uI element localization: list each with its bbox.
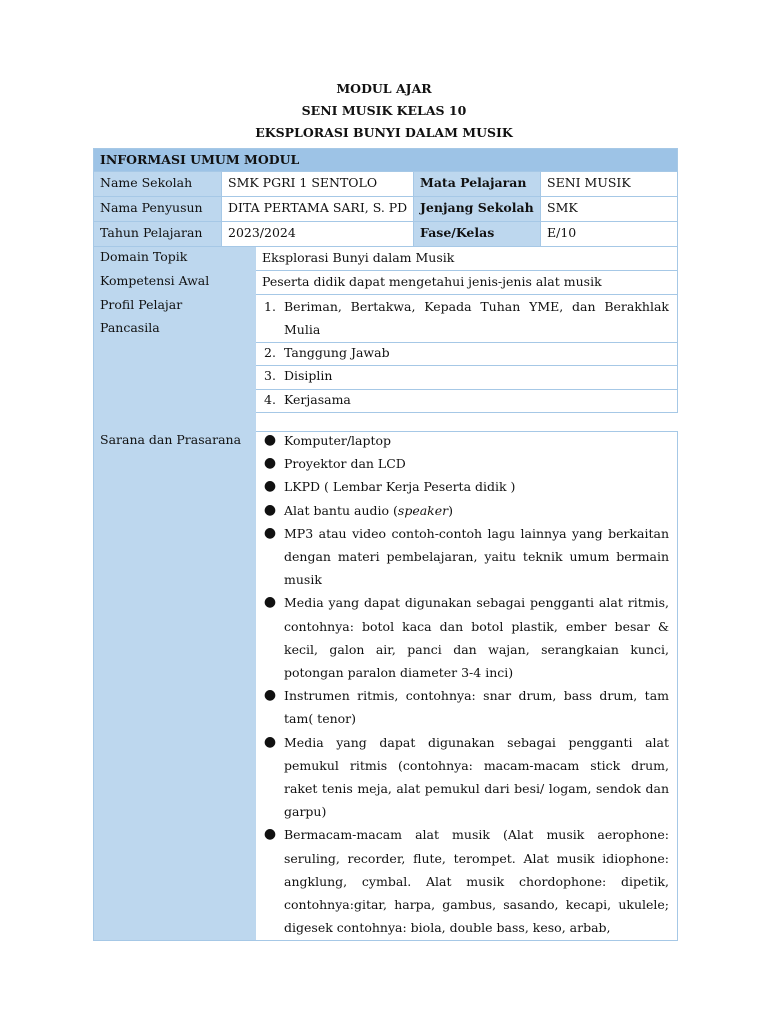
sarana-items [256, 431, 677, 939]
bullet-icon: ● [263, 432, 277, 448]
label-profil-pelajar [100, 293, 182, 339]
sarana-item-text: Alat bantu audio (speaker) [284, 502, 454, 518]
profil-item-2 [256, 341, 677, 364]
bullet-icon: ● [263, 478, 277, 495]
label-sarana-prasarana: Sarana dan Prasarana [100, 432, 242, 447]
sarana-item-text: Media yang dapat digunakan sebagai pengganti alat ritmis, contohnya: botol kaca dan botol plastik, ember besar & kecil, galon air, panci dan wajan, serangkaian kunci, potongan paralon diameter 3-4 inci) [284, 595, 669, 681]
title-line-1: MODUL AJAR [336, 81, 432, 96]
bullet-icon: ● [263, 524, 277, 541]
profil-item-1-num: 1. [264, 299, 276, 314]
profil-item-2-num: 2. [264, 345, 276, 360]
sarana-list [256, 431, 678, 941]
label-tahun-pelajaran: Tahun Pelajaran [93, 222, 222, 247]
sarana-item-text: MP3 atau video contoh-contoh lagu lainnya yang berkaitan dengan materi pembelajaran, yaitu teknik umum bermain musik [284, 525, 669, 588]
sarana-item-text: Proyektor dan LCD [284, 456, 406, 472]
sarana-item-text: LKPD ( Lembar Kerja Peserta didik ) [284, 479, 516, 495]
divider [256, 389, 678, 390]
sarana-item [256, 591, 677, 684]
label-kompetensi-awal: Kompetensi Awal [100, 273, 210, 288]
label-profil-line-2: Pancasila [100, 320, 160, 335]
sarana-item [256, 823, 677, 939]
sarana-item-text: Instrumen ritmis, contohnya: snar drum, bass drum, tam tam( tenor) [284, 688, 669, 727]
value-fase-kelas: E/10 [541, 222, 678, 247]
sarana-item [256, 522, 677, 592]
value-name-sekolah: SMK PGRI 1 SENTOLO [222, 172, 414, 197]
label-jenjang-sekolah: Jenjang Sekolah [414, 197, 541, 222]
bullet-icon: ● [263, 594, 277, 611]
profil-list [256, 295, 678, 413]
profil-item-4-num: 4. [264, 392, 276, 407]
profil-item-4 [256, 388, 677, 411]
table-header: INFORMASI UMUM MODUL [93, 148, 678, 172]
left-column-lower [93, 430, 256, 941]
bullet-icon: ● [263, 687, 277, 704]
sarana-item [256, 452, 677, 475]
profil-item-1 [256, 295, 677, 342]
document-title [0, 78, 768, 144]
bullet-icon: ● [263, 455, 277, 472]
bullet-icon: ● [263, 733, 277, 750]
sarana-item [256, 499, 677, 522]
title-line-2: SENI MUSIK KELAS 10 [301, 103, 467, 118]
sarana-item [256, 431, 677, 452]
value-mata-pelajaran: SENI MUSIK [541, 172, 678, 197]
label-mata-pelajaran: Mata Pelajaran [414, 172, 541, 197]
profil-item-2-text: Tanggung Jawab [284, 345, 390, 360]
sarana-item [256, 684, 677, 730]
bullet-icon: ● [263, 826, 277, 843]
sarana-item [256, 475, 677, 498]
value-kompetensi-awal: Peserta didik dapat mengetahui jenis-jenis alat musik [256, 271, 678, 295]
profil-item-3-text: Disiplin [284, 368, 333, 383]
divider [256, 342, 678, 343]
profil-item-1-text: Beriman, Bertakwa, Kepada Tuhan YME, dan Berakhlak Mulia [284, 299, 669, 338]
sarana-item [256, 731, 677, 824]
label-profil-line-1: Profil Pelajar [100, 297, 183, 312]
profil-item-3 [256, 364, 677, 387]
value-jenjang-sekolah: SMK [541, 197, 678, 222]
label-name-sekolah: Name Sekolah [93, 172, 222, 197]
title-line-3: EKSPLORASI BUNYI DALAM MUSIK [255, 125, 513, 140]
profil-item-4-text: Kerjasama [284, 392, 351, 407]
label-nama-penyusun: Nama Penyusun [93, 197, 222, 222]
sarana-item-text: Media yang dapat digunakan sebagai pengganti alat pemukul ritmis (contohnya: macam-macam stick drum, raket tenis meja, alat pemukul dari besi/ logam, sendok dan garpu) [284, 734, 669, 820]
label-fase-kelas: Fase/Kelas [414, 222, 541, 247]
value-nama-penyusun: DITA PERTAMA SARI, S. PD [222, 197, 414, 222]
bullet-icon: ● [263, 501, 277, 518]
divider [256, 365, 678, 366]
value-tahun-pelajaran: 2023/2024 [222, 222, 414, 247]
label-domain-topik: Domain Topik [100, 249, 188, 264]
divider [256, 412, 678, 413]
sarana-item-text: Bermacam-macam alat musik (Alat musik aerophone: seruling, recorder, flute, terompet. Alat musik idiophone: angklung, cymbal. Alat musik chordophone: dipetik, contohnya:gitar, harpa, gambus, sasando, kecapi, ukulele; digesek contohnya: biola, double bass, keso, arbab, [284, 827, 669, 936]
profil-item-3-num: 3. [264, 368, 276, 383]
value-domain-topik: Eksplorasi Bunyi dalam Musik [256, 247, 678, 271]
sarana-item-text: Komputer/laptop [284, 433, 392, 448]
